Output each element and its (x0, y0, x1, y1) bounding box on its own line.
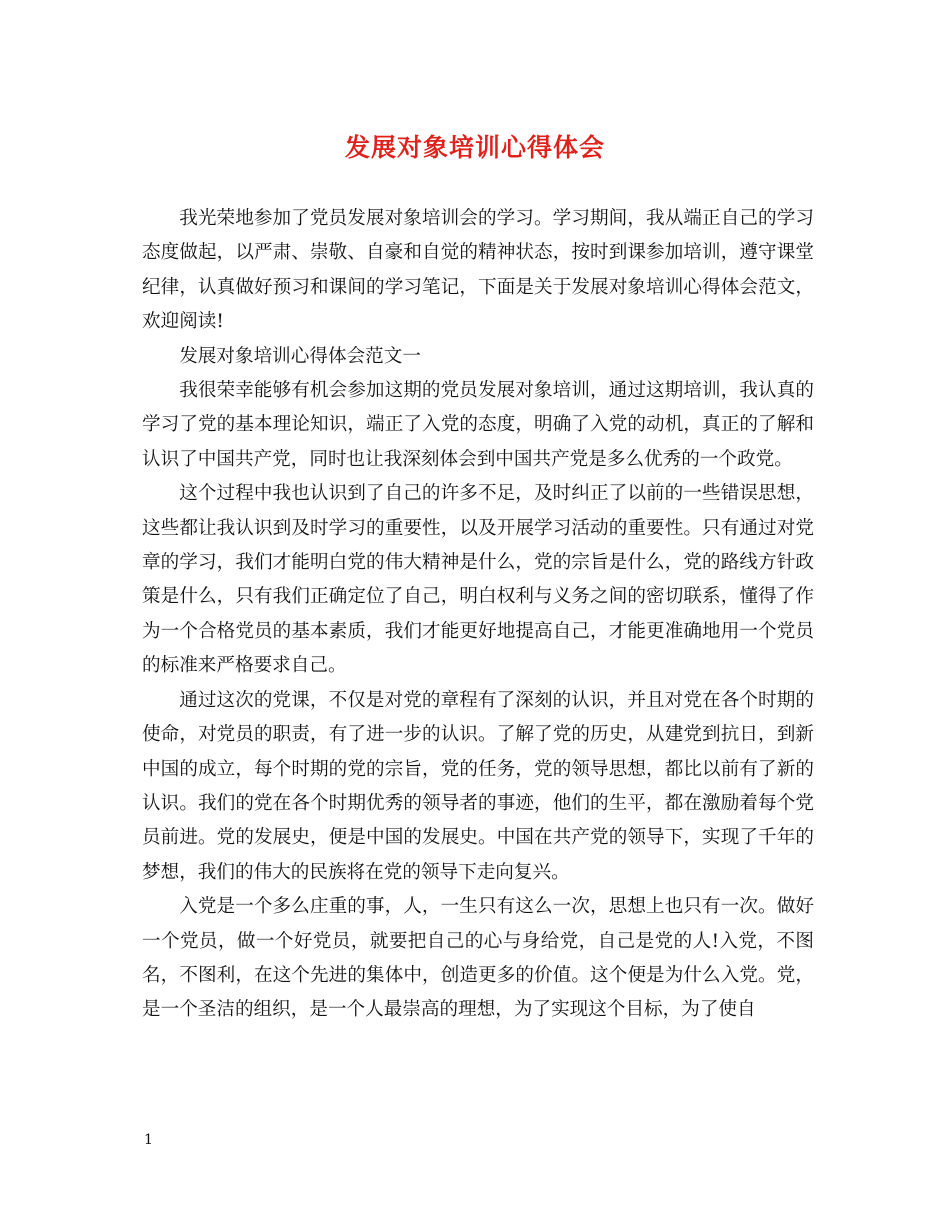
paragraph-4: 入党是一个多么庄重的事，人，一生只有这么一次，思想上也只有一次。做好一个党员，做一个好党员，就要把自己的心与身给党，自己是党的人!入党，不图名，不图利，在这个先进的集体中，创造更多的价值。这个便是为什么入党。党，是一个圣洁的组织，是一个人最崇高的理想，为了实现这个目标，为了使自 (142, 896, 814, 1021)
paragraph-3: 通过这次的党课，不仅是对党的章程有了深刻的认识，并且对党在各个时期的使命，对党员的职责，有了进一步的认识。了解了党的历史，从建党到抗日，到新中国的成立，每个时期的党的宗旨，党的任务，党的领导思想，都比以前有了新的认识。我们的党在各个时期优秀的领导者的事迹，他们的生平，都在激励着每个党员前进。党的发展史，便是中国的发展史。中国在共产党的领导下，实现了千年的梦想，我们的伟大的民族将在党的领导下走向复兴。 (142, 689, 814, 883)
paragraph-subheading: 发展对象培训心得体会范文一 (179, 345, 421, 367)
paragraph-intro: 我光荣地参加了党员发展对象培训会的学习。学习期间，我从端正自己的学习态度做起，以严肃、崇敬、自豪和自觉的精神状态，按时到课参加培训，遵守课堂纪律，认真做好预习和课间的学习笔记，下面是关于发展对象培训心得体会范文，欢迎阅读! (142, 208, 814, 333)
paragraph-2: 这个过程中我也认识到了自己的许多不足，及时纠正了以前的一些错误思想，这些都让我认识到及时学习的重要性，以及开展学习活动的重要性。只有通过对党章的学习，我们才能明白党的伟大精神是什么，党的宗旨是什么，党的路线方针政策是什么，只有我们正确定位了自己，明白权利与义务之间的密切联系，懂得了作为一个合格党员的基本素质，我们才能更好地提高自己，才能更准确地用一个党员的标准来严格要求自己。 (142, 483, 814, 677)
page-number: 1 (144, 1132, 153, 1148)
document-title: 发展对象培训心得体会 (344, 133, 605, 162)
paragraph-1: 我很荣幸能够有机会参加这期的党员发展对象培训，通过这期培训，我认真的学习了党的基本理论知识，端正了入党的态度，明确了入党的动机，真正的了解和认识了中国共产党，同时也让我深刻体会到中国共产党是多么优秀的一个政党。 (142, 380, 814, 470)
document-body (142, 202, 814, 1028)
